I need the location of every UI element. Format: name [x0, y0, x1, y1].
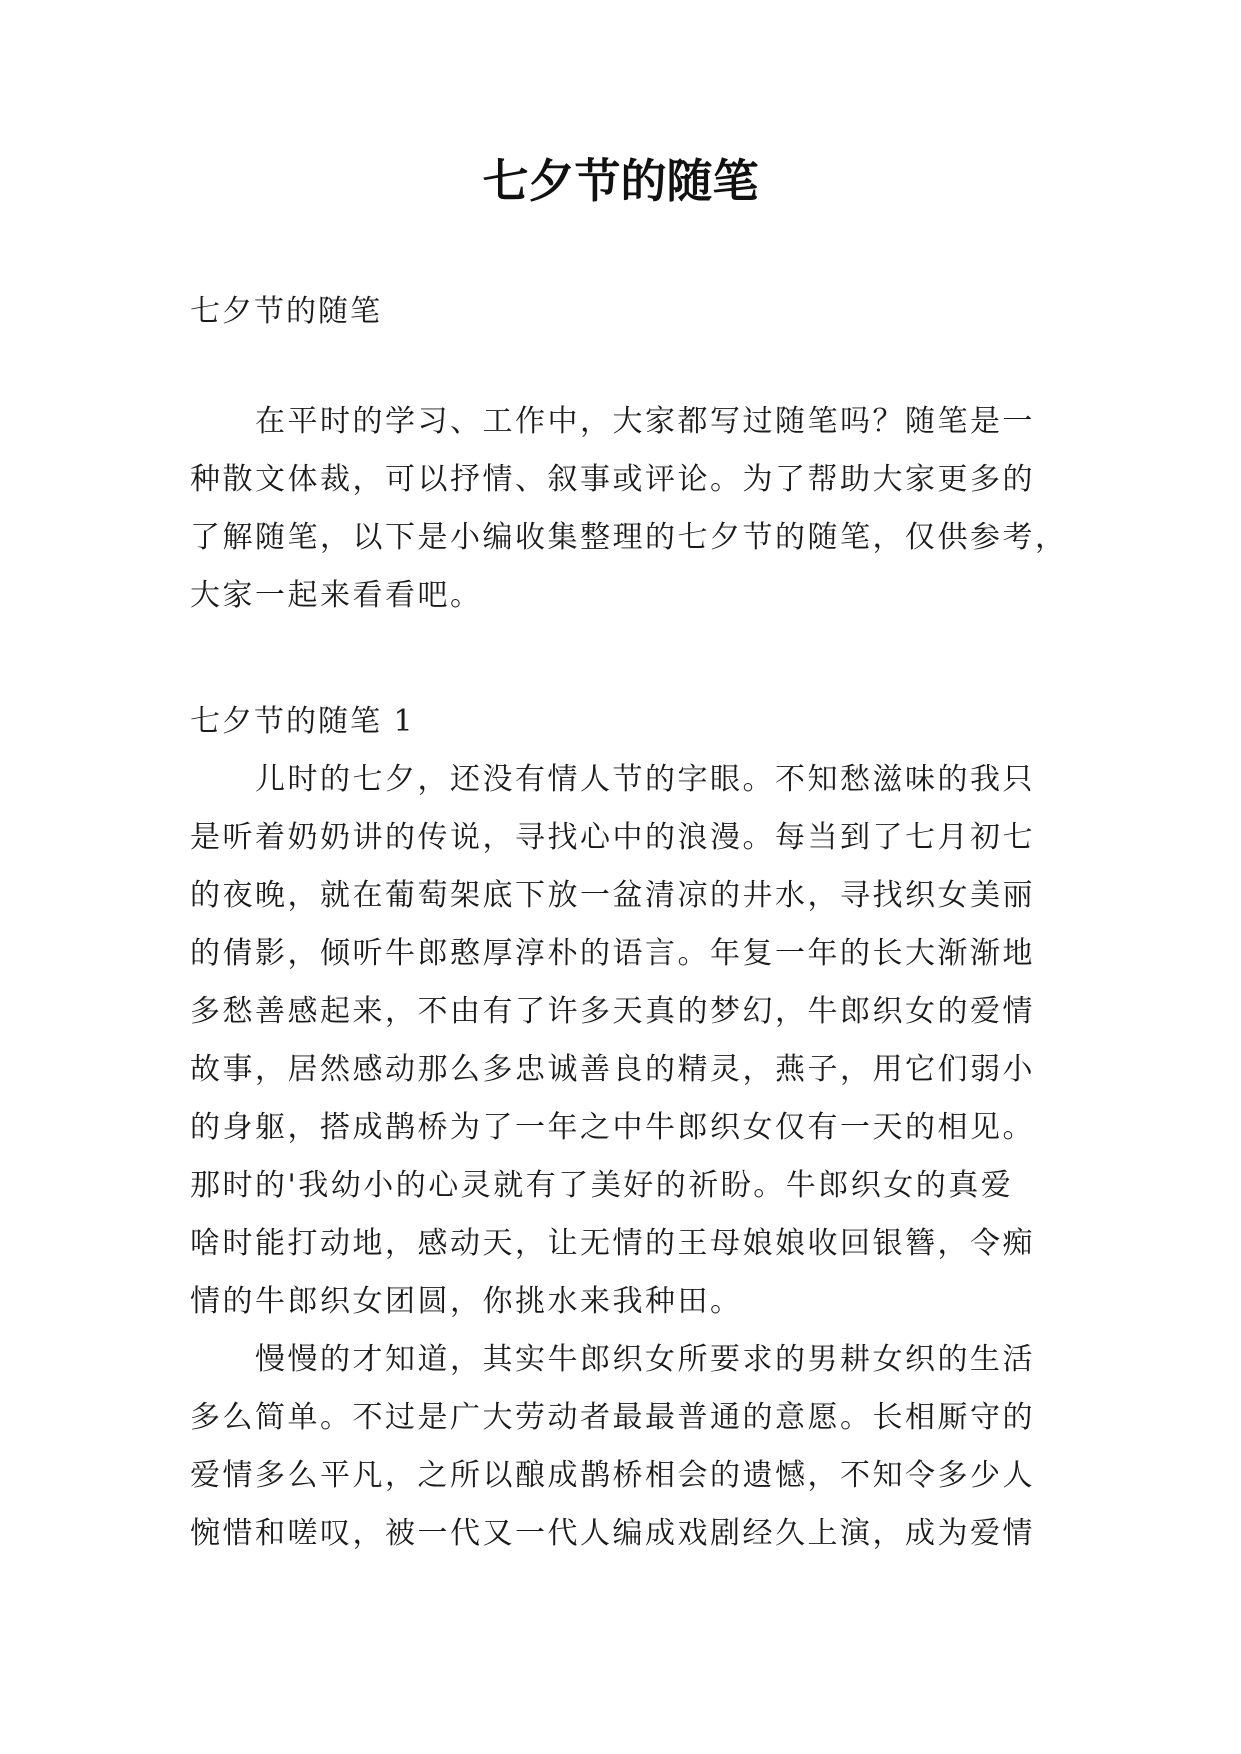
paragraph-line: 的倩影，倾听牛郎憨厚淳朴的语言。年复一年的长大渐渐地	[190, 936, 1035, 971]
paragraph-line: 的身躯，搭成鹊桥为了一年之中牛郎织女仅有一天的相见。	[190, 1110, 1035, 1145]
paragraph-line: 多愁善感起来，不由有了许多天真的梦幻，牛郎织女的爱情	[190, 994, 1035, 1029]
paragraph-line: 儿时的七夕，还没有情人节的字眼。不知愁滋味的我只	[190, 762, 1035, 797]
paragraph-line: 慢慢的才知道，其实牛郎织女所要求的男耕女织的生活	[190, 1342, 1035, 1377]
intro-line: 种散文体裁，可以抒情、叙事或评论。为了帮助大家更多的	[190, 462, 1035, 497]
paragraph-line: 是听着奶奶讲的传说，寻找心中的浪漫。每当到了七月初七	[190, 820, 1035, 855]
paragraph-line: 惋惜和嗟叹，被一代又一代人编成戏剧经久上演，成为爱情	[190, 1516, 1035, 1551]
intro-line: 了解随笔，以下是小编收集整理的七夕节的随笔，仅供参考，	[190, 520, 1068, 555]
document-title: 七夕节的随笔	[482, 154, 759, 208]
paragraph-line: 多么简单。不过是广大劳动者最最普通的意愿。长相厮守的	[190, 1400, 1035, 1435]
paragraph-line: 情的牛郎织女团圆，你挑水来我种田。	[190, 1284, 743, 1319]
paragraph-line: 爱情多么平凡，之所以酿成鹊桥相会的遗憾，不知令多少人	[190, 1458, 1035, 1493]
paragraph-line: 那时的'我幼小的心灵就有了美好的祈盼。牛郎织女的真爱	[190, 1168, 1014, 1203]
paragraph-line: 故事，居然感动那么多忠诚善良的精灵，燕子，用它们弱小	[190, 1052, 1035, 1087]
section-heading: 七夕节的随笔 1	[190, 704, 415, 739]
intro-line: 大家一起来看看吧。	[190, 578, 483, 613]
paragraph-line: 的夜晚，就在葡萄架底下放一盆清凉的井水，寻找织女美丽	[190, 878, 1035, 913]
document-subtitle: 七夕节的随笔	[190, 294, 382, 329]
intro-line: 在平时的学习、工作中，大家都写过随笔吗？随笔是一	[190, 404, 1035, 439]
paragraph-line: 啥时能打动地，感动天，让无情的王母娘娘收回银簪，令痴	[190, 1226, 1035, 1261]
